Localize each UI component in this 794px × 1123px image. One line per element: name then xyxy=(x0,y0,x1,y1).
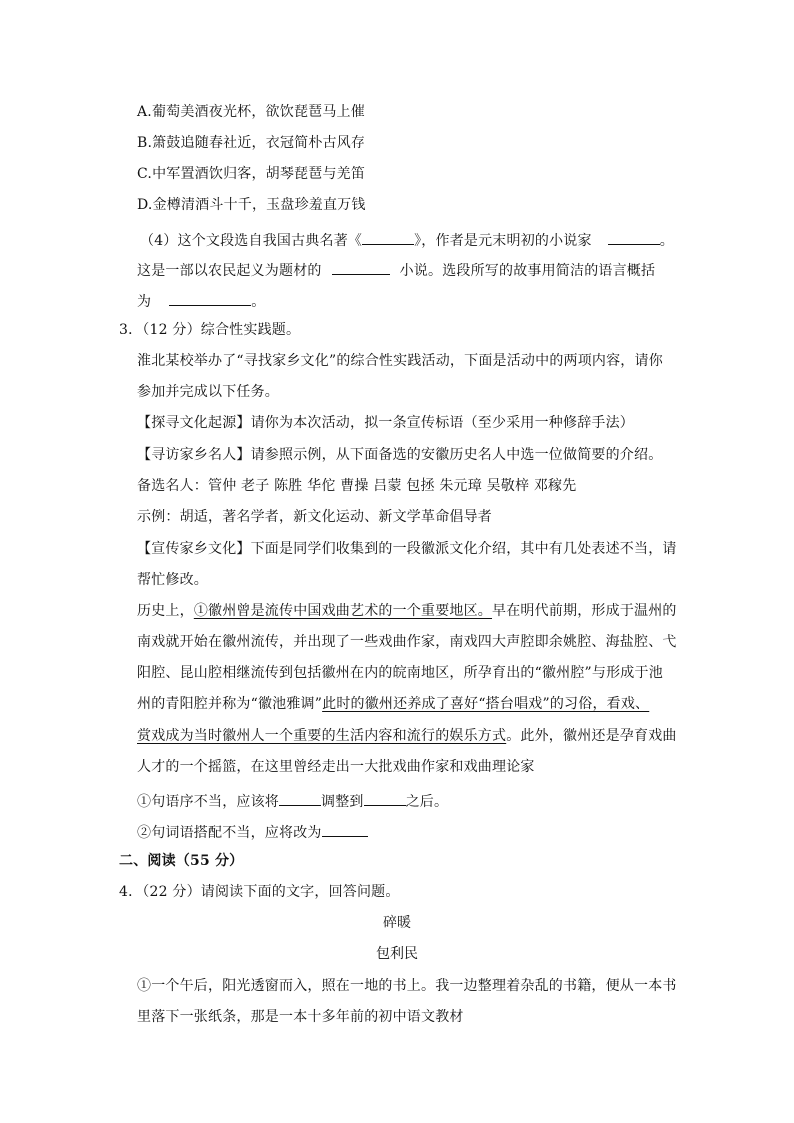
answer-blank[interactable] xyxy=(279,789,321,806)
sentence-2-underlined-cont: 赏戏成为当时徽州人一个重要的生活内容和流行的娱乐方式 xyxy=(137,728,507,744)
answer-blank[interactable] xyxy=(332,258,390,275)
answer-blank[interactable] xyxy=(169,289,251,306)
q3-heading: 3．（12 分）综合性实践题。 xyxy=(119,322,301,338)
fix-text: ②句词语搭配不当，应将改为 xyxy=(137,825,322,841)
q4-sub-text-1c: 。 xyxy=(659,233,674,249)
fix-text: ①句语序不当，应该将 xyxy=(137,794,279,810)
option-d: D.金樽清酒斗十千，玉盘珍羞直万钱 xyxy=(137,197,366,213)
answer-blank[interactable] xyxy=(322,820,368,837)
fix-text: 调整到 xyxy=(321,794,364,810)
passage-text: 早在明代前期，形成于温州的 xyxy=(492,603,677,619)
q3-example: 示例：胡适，著名学者，新文化运动、新文学革命倡导者 xyxy=(137,509,492,525)
article-author: 包利民 xyxy=(376,946,418,962)
q4-sub-line3 xyxy=(137,289,265,312)
answer-blank[interactable] xyxy=(362,228,414,245)
fix-instruction-2 xyxy=(137,820,368,843)
passage-text: 历史上， xyxy=(137,603,194,619)
q3-intro-2: 参加并完成以下任务。 xyxy=(137,384,279,400)
passage-line-1 xyxy=(137,601,677,621)
fix-instruction-1 xyxy=(137,789,448,812)
sentence-1-underlined: ①徽州曾是流传中国戏曲艺术的一个重要地区。 xyxy=(193,603,493,619)
passage-line-4 xyxy=(137,694,649,714)
option-b: B.箫鼓追随春社近，衣冠简朴古风存 xyxy=(137,135,366,151)
fix-text: 之后。 xyxy=(405,794,449,810)
passage-text: 州的青阳腔并称为“徽池雅调” xyxy=(137,696,323,712)
section-2-title: 二、阅读（55 分） xyxy=(119,853,244,869)
q4-sub-text-2a: 这是一部以农民起义为题材的 xyxy=(137,263,322,279)
q4-sub-text-2b: 小说。选段所写的故事用简洁的语言概括 xyxy=(399,263,656,279)
passage-line-5 xyxy=(137,726,677,746)
q4-heading: 4．（22 分）请阅读下面的文字，回答问题。 xyxy=(119,884,400,900)
option-a: A.葡萄美酒夜光杯，欲饮琵琶马上催 xyxy=(137,104,365,120)
option-c: C.中军置酒饮归客，胡琴琵琶与羌笛 xyxy=(137,166,366,182)
article-paragraph-1b: 里落下一张纸条，那是一本十多年前的初中语文教材 xyxy=(137,1009,464,1025)
q3-task-3a: 【宣传家乡文化】下面是同学们收集到的一段徽派文化介绍，其中有几处表述不当，请 xyxy=(137,541,677,557)
passage-line-2: 南戏就开始在徽州流传，并出现了一些戏曲作家，南戏四大声腔即余姚腔、海盐腔、弋 xyxy=(137,634,677,650)
passage-line-3: 阳腔、昆山腔相继流传到包括徽州在内的皖南地区，所孕育出的“徽州腔”与形成于池 xyxy=(137,665,663,681)
q4-sub-text-1b: 》，作者是元末明初的小说家 xyxy=(414,233,592,249)
q4-sub-text-3a: 为 xyxy=(137,294,152,310)
q4-sub-text-1a: （4）这个文段选自我国古典名著《 xyxy=(140,233,363,249)
q4-sub-line1 xyxy=(140,228,674,251)
q4-sub-line2 xyxy=(137,258,655,281)
passage-text: 。此外，徽州还是孕育戏曲 xyxy=(506,728,677,744)
q3-task-2: 【寻访家乡名人】请参照示例，从下面备选的安徽历史名人中选一位做简要的介绍。 xyxy=(137,447,663,463)
q4-sub-text-3b: 。 xyxy=(251,294,266,310)
q3-candidates: 备选名人：管仲 老子 陈胜 华佗 曹操 吕蒙 包拯 朱元璋 吴敬梓 邓稼先 xyxy=(137,478,577,494)
q3-intro-1: 淮北某校举办了“寻找家乡文化”的综合性实践活动，下面是活动中的两项内容，请你 xyxy=(137,353,663,369)
article-title: 碎暖 xyxy=(383,915,411,931)
sentence-2-underlined: 此时的徽州还养成了喜好“搭台唱戏”的习俗，看戏、 xyxy=(322,696,650,712)
answer-blank[interactable] xyxy=(364,789,406,806)
q3-task-3b: 帮忙修改。 xyxy=(137,572,208,588)
article-paragraph-1a: ①一个午后，阳光透窗而入，照在一地的书上。我一边整理着杂乱的书籍，便从一本书 xyxy=(137,978,677,994)
q3-task-1: 【探寻文化起源】请你为本次活动，拟一条宣传标语（至少采用一种修辞手法） xyxy=(137,415,634,431)
answer-blank[interactable] xyxy=(608,228,660,245)
passage-line-6: 人才的一个摇篮，在这里曾经走出一大批戏曲作家和戏曲理论家 xyxy=(137,759,535,775)
